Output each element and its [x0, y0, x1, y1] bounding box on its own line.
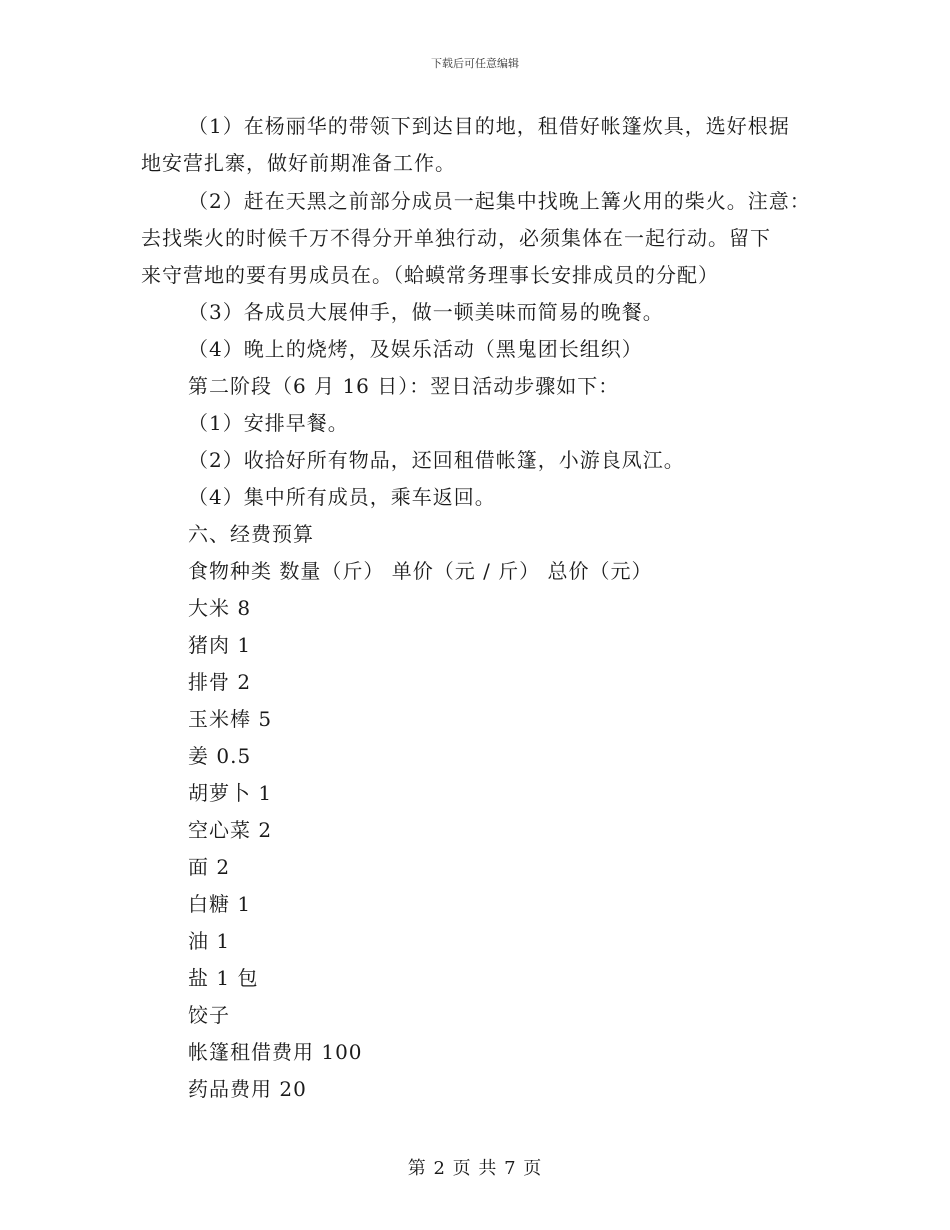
paragraph-line: 地安营扎寨，做好前期准备工作。: [141, 151, 456, 175]
budget-item: 猪肉 1: [188, 633, 252, 657]
budget-item: 油 1: [188, 929, 231, 953]
budget-item: 姜 0.5: [188, 744, 252, 768]
budget-item: 饺子: [188, 1003, 230, 1027]
budget-item: 药品费用 20: [188, 1077, 307, 1101]
paragraph-line: （4）晚上的烧烤，及娱乐活动（黑鬼团长组织）: [188, 337, 643, 361]
paragraph-line: （3）各成员大展伸手，做一顿美味而简易的晚餐。: [188, 300, 664, 324]
page-number: 第 2 页 共 7 页: [407, 1158, 543, 1179]
paragraph-line: （1）在杨丽华的带领下到达目的地，租借好帐篷炊具，选好根据: [188, 114, 790, 138]
paragraph-line: （2）收拾好所有物品，还回租借帐篷，小游良凤江。: [188, 448, 685, 472]
section-heading: 第二阶段（6 月 16 日）：翌日活动步骤如下：: [188, 374, 620, 398]
section-heading: 六、经费预算: [188, 522, 314, 546]
paragraph-line: （1）安排早餐。: [188, 411, 349, 435]
paragraph-line: （4）集中所有成员，乘车返回。: [188, 485, 496, 509]
budget-item: 白糖 1: [188, 892, 252, 916]
paragraph-line: 来守营地的要有男成员在。（蛤蟆常务理事长安排成员的分配）: [141, 263, 719, 287]
paragraph-line: （2）赶在天黑之前部分成员一起集中找晚上篝火用的柴火。注意：: [188, 189, 811, 213]
budget-item: 玉米棒 5: [188, 707, 273, 731]
budget-item: 盐 1 包: [188, 966, 259, 990]
budget-table-header: 食物种类 数量（斤） 单价（元 / 斤） 总价（元）: [188, 559, 653, 583]
paragraph-line: 去找柴火的时候千万不得分开单独行动，必须集体在一起行动。留下: [141, 226, 771, 250]
budget-item: 排骨 2: [188, 670, 252, 694]
page-header: 下载后可任意编辑: [431, 57, 519, 70]
budget-item: 面 2: [188, 855, 231, 879]
budget-item: 胡萝卜 1: [188, 781, 273, 805]
budget-item: 大米 8: [188, 596, 252, 620]
budget-item: 空心菜 2: [188, 818, 273, 842]
budget-item: 帐篷租借费用 100: [188, 1040, 363, 1064]
